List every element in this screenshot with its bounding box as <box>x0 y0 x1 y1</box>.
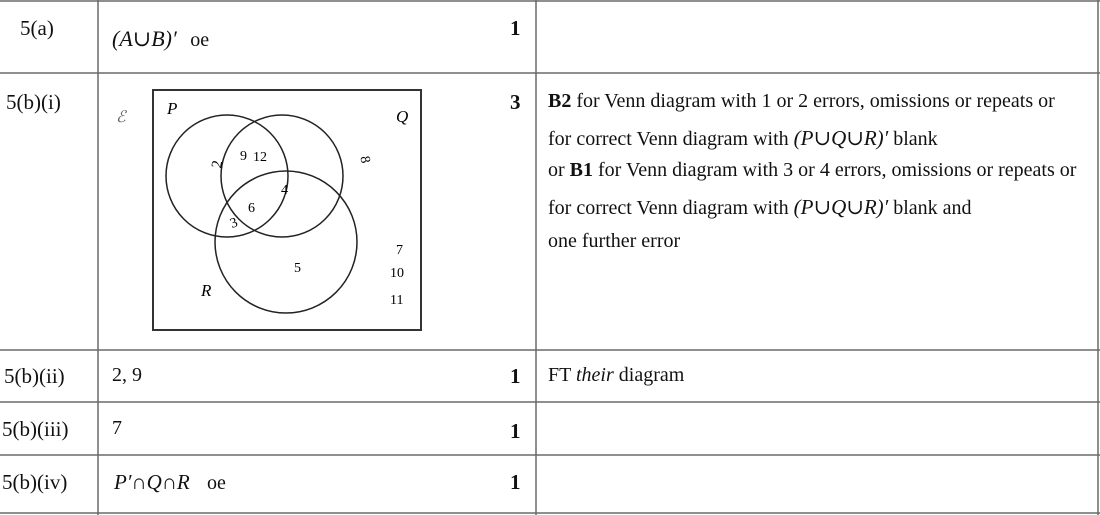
guidance-line5: one further error <box>548 230 681 252</box>
guidance-line3-pre: or <box>548 159 565 181</box>
guidance-line4-suffix: blank and <box>893 197 972 219</box>
mark-5bi: 3 <box>510 90 521 114</box>
mark-5biii: 1 <box>510 419 521 443</box>
venn-diagram <box>104 84 424 334</box>
mark-5a: 1 <box>510 16 521 40</box>
region-outside-2: 10 <box>390 266 404 281</box>
mark-5biv: 1 <box>510 470 521 494</box>
region-p-and-r-a: 3 <box>228 215 240 232</box>
region-p-and-q: 12 <box>253 150 267 165</box>
question-number-5a: 5(a) <box>20 16 54 40</box>
guidance-5bi <box>548 89 1093 254</box>
region-p-and-r-b: 6 <box>248 201 255 216</box>
guidance-line4: for correct Venn diagram with <box>548 197 789 219</box>
guidance-line3: for Venn diagram with 3 or 4 errors, omissions or repeats or <box>598 159 1077 181</box>
set-p-circle <box>166 115 288 237</box>
region-p-only-b: 9 <box>240 149 247 164</box>
answer-suffix-5biv: oe <box>207 472 226 494</box>
set-q-circle <box>221 115 343 237</box>
answer-expression: (A∪B)′ <box>112 26 177 51</box>
region-r-only: 5 <box>294 261 301 276</box>
question-number-5biv: 5(b)(iv) <box>2 470 68 494</box>
guidance-line2-expr: (P∪Q∪R)′ <box>793 126 889 150</box>
set-label-q: Q <box>396 107 409 126</box>
guidance-b2: B2 <box>548 90 572 112</box>
guidance-line1: for Venn diagram with 1 or 2 errors, omissions or repeats or <box>576 90 1055 112</box>
answer-5biii: 7 <box>112 417 122 439</box>
answer-suffix: oe <box>190 29 210 51</box>
region-p-only-a: 2 <box>209 159 227 170</box>
set-label-r: R <box>201 281 212 300</box>
region-q-only: 8 <box>356 155 373 165</box>
guidance-line2: for correct Venn diagram with <box>548 128 789 150</box>
guidance-line2-suffix: blank <box>893 128 938 150</box>
guidance-diagram: diagram <box>618 364 685 386</box>
answer-5bii: 2, 9 <box>112 364 142 386</box>
region-outside-1: 7 <box>396 243 403 258</box>
region-p-q-r: 4 <box>281 183 288 198</box>
answer-5biv <box>114 470 226 495</box>
guidance-b1: B1 <box>569 159 594 181</box>
set-label-p: P <box>167 99 178 118</box>
answer-5a <box>112 26 209 52</box>
question-number-5biii: 5(b)(iii) <box>2 417 69 441</box>
region-outside-3: 11 <box>390 293 404 308</box>
guidance-ft: FT <box>548 364 571 386</box>
guidance-line4-expr: (P∪Q∪R)′ <box>793 195 889 219</box>
universal-symbol: ℰ <box>116 109 126 126</box>
guidance-5bii <box>548 364 684 387</box>
question-number-5bii: 5(b)(ii) <box>4 364 65 388</box>
answer-expression-5biv: P′∩Q∩R <box>114 470 190 494</box>
guidance-their: their <box>575 364 614 386</box>
question-number-5bi: 5(b)(i) <box>6 90 61 114</box>
mark-5bii: 1 <box>510 364 521 388</box>
